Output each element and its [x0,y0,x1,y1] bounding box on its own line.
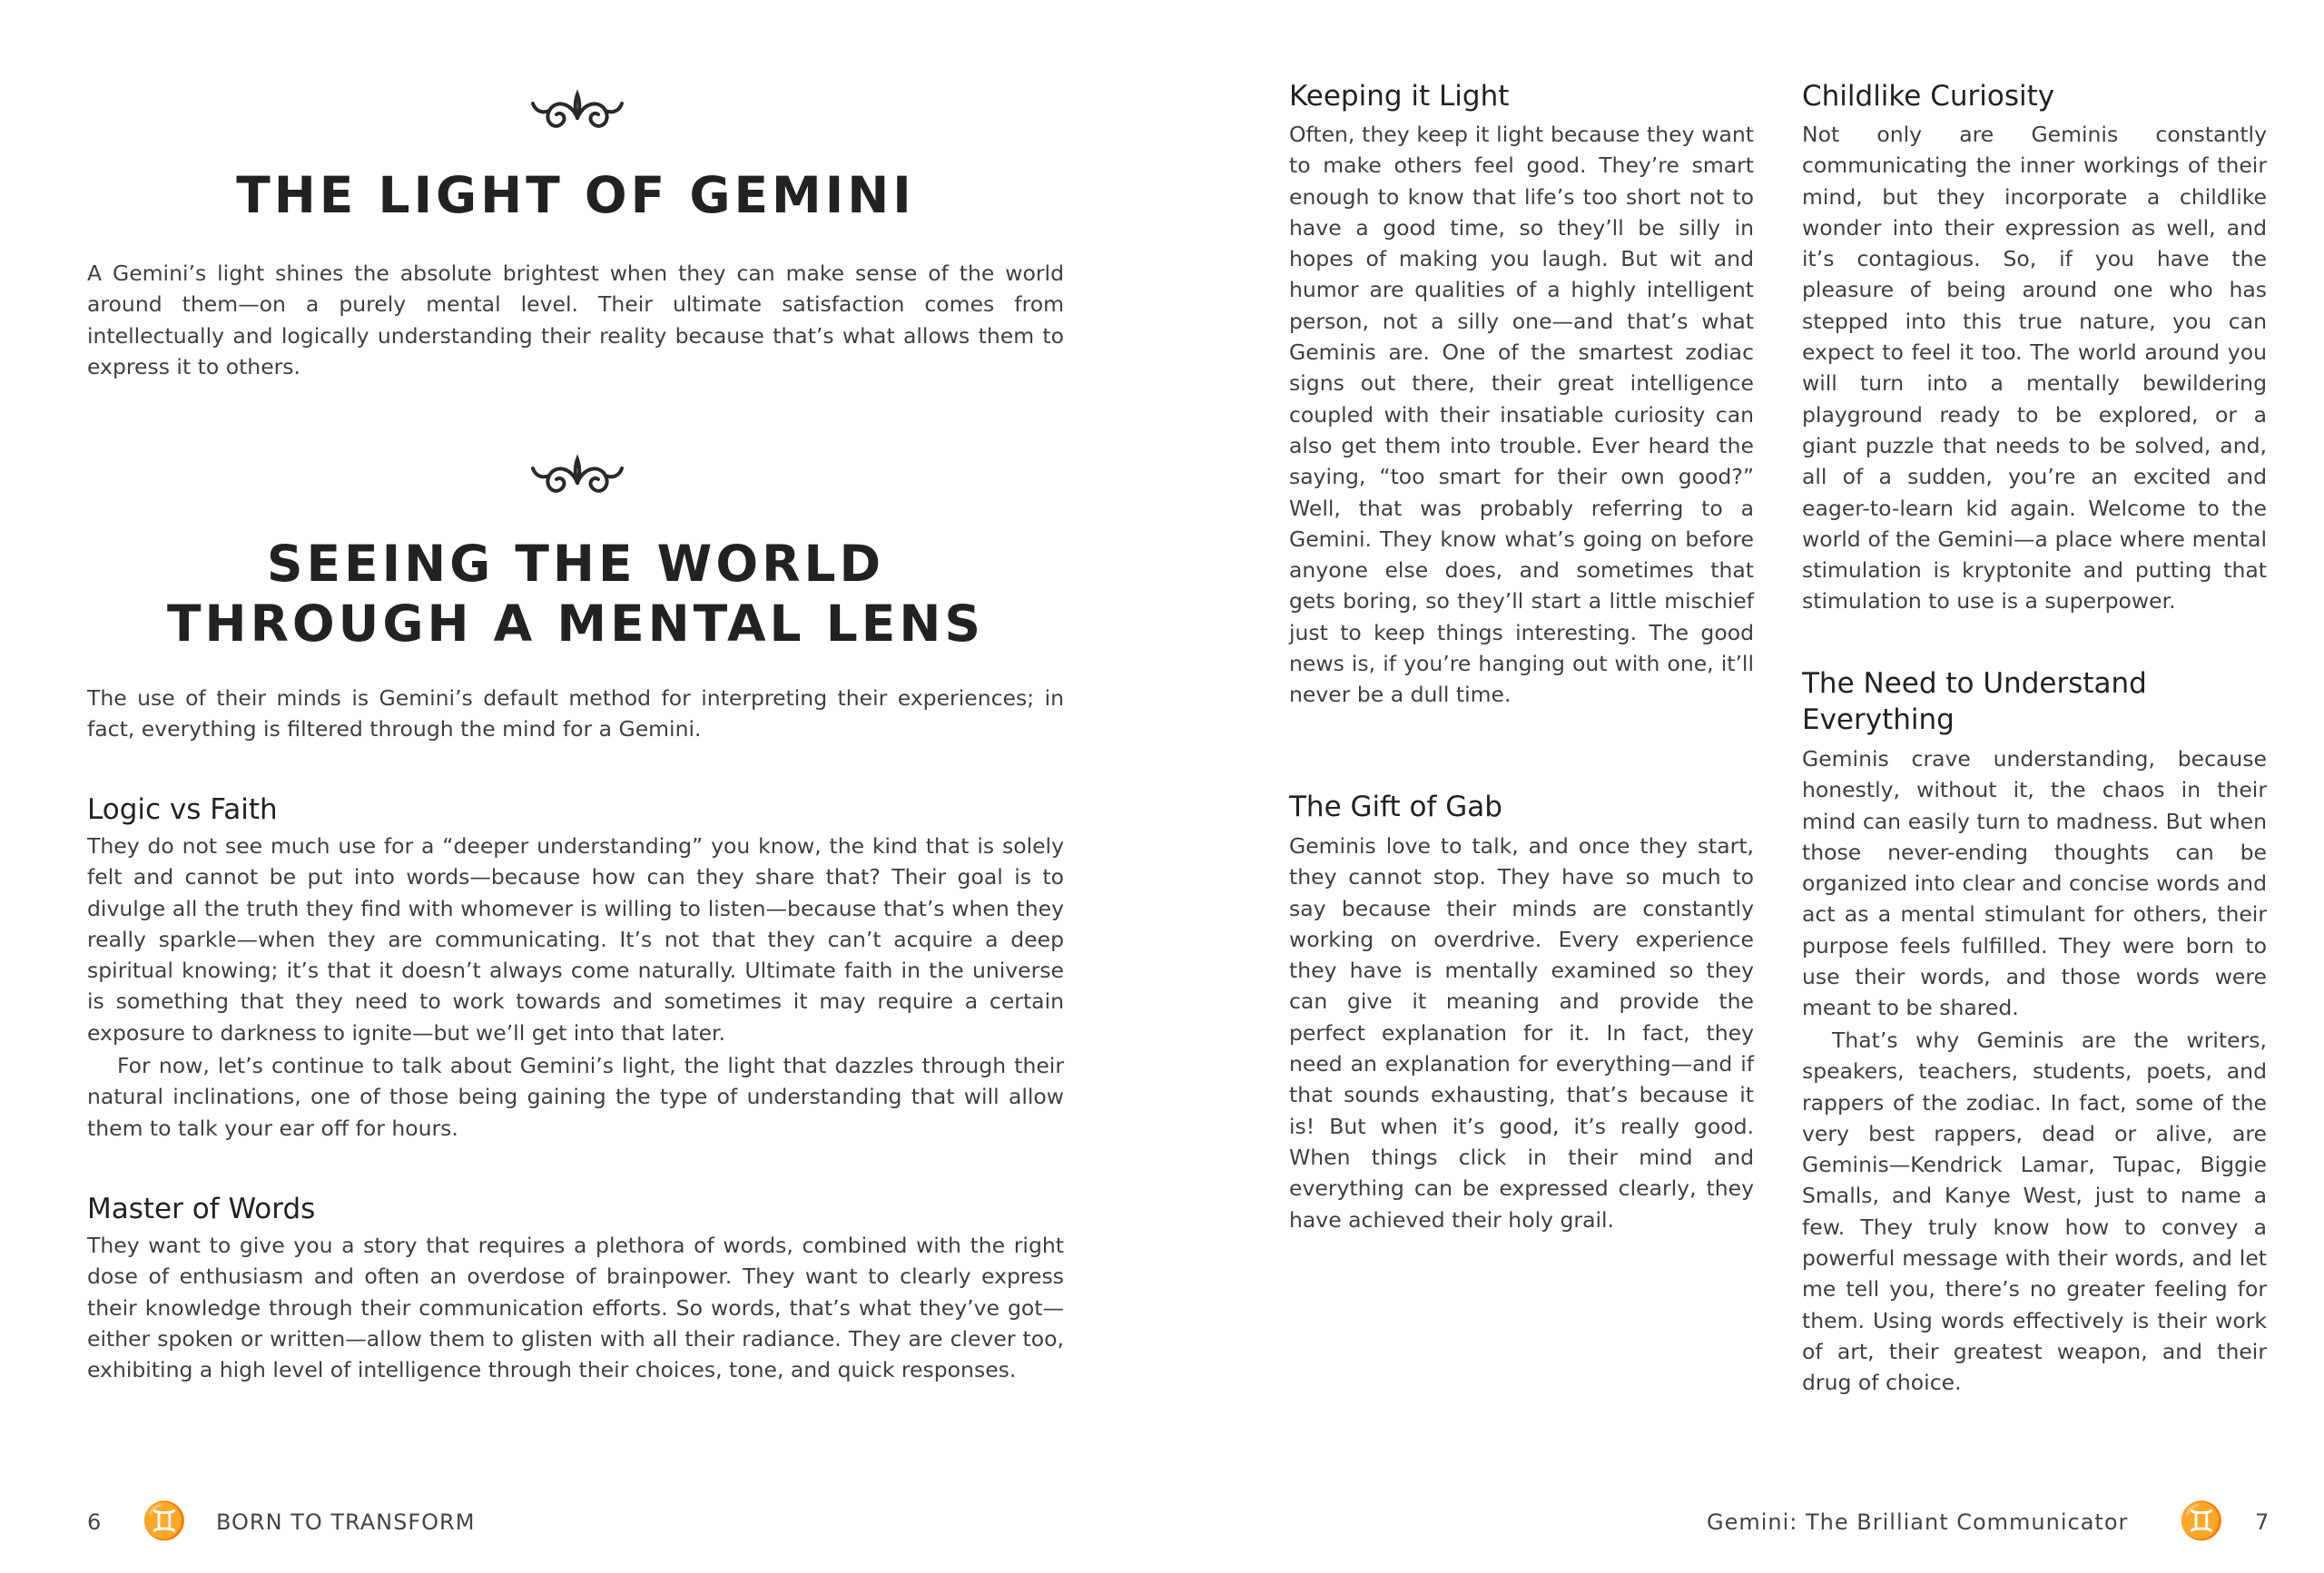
heading-need-line-2: Everything [1802,703,1955,736]
logic-paragraph-1: They do not see much use for a “deeper understanding” you know, the kind that is solely felt and cannot be put into words—because how can they share that? Their goal is to divulge all the truth they find with whomever is willing to listen—because that’s when they really sparkle—when they are communicating. It’s not that they can’t acquire a deep spiritual knowing; it’s that it doesn’t always come naturally. Ultimate faith in the universe is something that they need to work towards and sometimes it may require a certain exposure to darkness to ignite—but we’ll get into that later. [87,833,1064,1046]
gemini-glyph-icon: ♊ [142,1500,187,1542]
gemini-glyph-icon: ♊ [2179,1500,2224,1542]
running-head-right: Gemini: The Brilliant Communicator [1707,1509,2129,1535]
running-head-left: BORN TO TRANSFORM [216,1509,476,1535]
curiosity-paragraph: Not only are Geminis constantly communicating the inner workings of their mind, but they incorporate a childlike wonder into their expression as well, and it’s contagious. So, if you have the pleasure of being around one who has stepped into this true nature, you can expect to feel it too. The world around you will turn into a mentally bewildering playground ready to be explored, or a giant puzzle that needs to be solved, and, all of a sudden, you’re an excited and eager-to-learn kid again. Welcome to the world of the Gemini—a place where mental stimulation is kryptonite and putting that stimulation to use is a superpower. [1802,122,2267,614]
section-title-light-of-gemini: THE LIGHT OF GEMINI [236,166,915,224]
heading-need-to-understand [1802,665,2267,738]
heading-keeping-it-light: Keeping it Light [1289,80,1510,113]
section-title-line-2: THROUGH A MENTAL LENS [167,595,984,653]
heading-need-line-1: The Need to Understand [1802,667,2147,700]
heading-master-of-words: Master of Words [87,1193,316,1225]
flourish-ornament-icon [527,84,627,138]
page-number-left: 6 [87,1509,103,1535]
flourish-ornament-icon [527,448,627,503]
gab-paragraph: Geminis love to talk, and once they start, they cannot stop. They have so much to say because their minds are constantly working on overdrive. Every experience they have is mentally examined so they can give it meaning and provide the perfect explanation for it. In fact, they need an explanation for everything—and if that sounds exhausting, that’s because it is! But when it’s good, it’s really good. When things click in their mind and everything can be expressed clearly, they have achieved their holy grail. [1289,833,1754,1233]
page-number-right: 7 [2255,1509,2270,1535]
heading-gift-of-gab: The Gift of Gab [1289,791,1502,823]
section-title-mental-lens [87,534,1064,654]
master-paragraph: They want to give you a story that requires a plethora of words, combined with the right dose of enthusiasm and often an overdose of brainpower. They want to clearly express their knowledge through their communication efforts. So words, that’s what they’ve got—either spoken or written—allow them to glisten with all their radiance. They are clever too, exhibiting a high level of intelligence through their choices, tone, and quick responses. [87,1233,1064,1383]
heading-logic-vs-faith: Logic vs Faith [87,793,278,826]
heading-childlike-curiosity: Childlike Curiosity [1802,80,2055,113]
section-title-line-1: SEEING THE WORLD [266,535,885,593]
intro-paragraph: A Gemini’s light shines the absolute brightest when they can make sense of the world around them—on a purely mental level. Their ultimate satisfaction comes from intellectually and logically understanding their reality because that’s what allows them to express it to others. [87,261,1064,379]
logic-paragraph-2: For now, let’s continue to talk about Gemini’s light, the light that dazzles through their natural inclinations, one of those being gaining the type of understanding that will allow them to talk your ear off for hours. [87,1053,1064,1141]
keeping-paragraph: Often, they keep it light because they want to make others feel good. They’re smart enough to know that life’s too short not to have a good time, so they’ll be silly in hopes of making you laugh. But wit and humor are qualities of a highly intelligent person, not a silly one—and that’s what Geminis are. One of the smartest zodiac signs out there, their great intelligence coupled with their insatiable curiosity can also get them into trouble. Ever heard the saying, “too smart for their own good?” Well, that was probably referring to a Gemini. They know what’s going on before anyone else does, and sometimes that gets boring, so they’ll start a little mischief just to keep things interesting. The good news is, if you’re hanging out with one, it’ll never be a dull time. [1289,122,1754,708]
need-paragraph-2: That’s why Geminis are the writers, speakers, teachers, students, poets, and rappers of the zodiac. In fact, some of the very best rappers, dead or alive, are Geminis—Kendrick Lamar, Tupac, Biggie Smalls, and Kanye West, just to name a few. They truly know how to convey a powerful message with their words, and let me tell you, there’s no greater feeling for them. Using words effectively is their work of art, their greatest weapon, and their drug of choice. [1802,1027,2267,1396]
need-paragraph-1: Geminis crave understanding, because honestly, without it, the chaos in their mind can easily turn to madness. But when those never-ending thoughts can be organized into clear and concise words and act as a mental stimulant for others, their purpose feels fulfilled. They were born to use their words, and those words were meant to be shared. [1802,746,2267,1021]
mental-lens-paragraph: The use of their minds is Gemini’s default method for interpreting their experiences; in fact, everything is filtered through the mind for a Gemini. [87,685,1064,742]
